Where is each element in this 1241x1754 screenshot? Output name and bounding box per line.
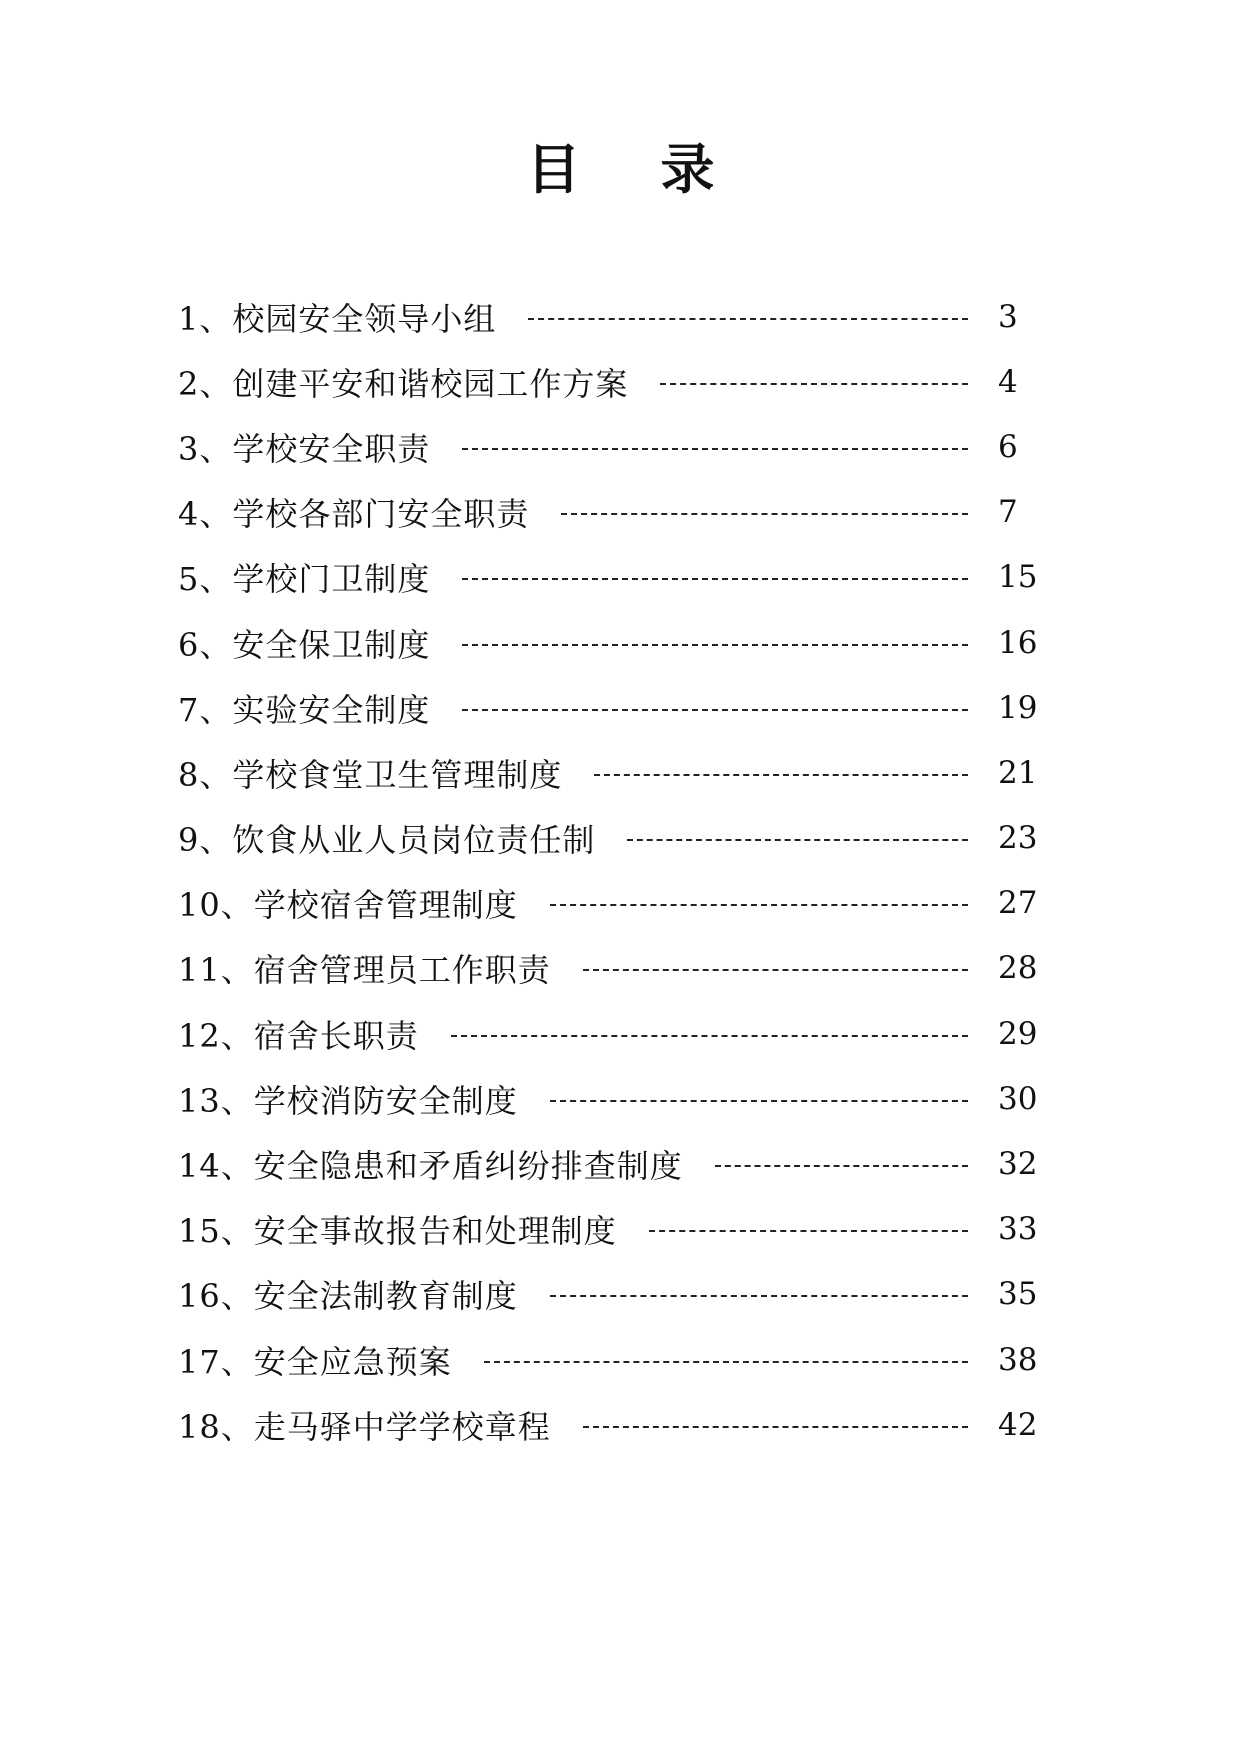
toc-dotted-leader xyxy=(550,1100,968,1102)
toc-entry[interactable] xyxy=(178,1001,1058,1066)
toc-entry-label: 6、安全保卫制度 xyxy=(178,625,431,664)
toc-entry[interactable] xyxy=(178,936,1058,1001)
toc-entry[interactable] xyxy=(178,1262,1058,1327)
toc-entry[interactable] xyxy=(178,349,1058,414)
toc-page-number: 7 xyxy=(998,494,1018,531)
toc-entry-label: 1、校园安全领导小组 xyxy=(178,299,497,338)
toc-page-number: 38 xyxy=(998,1341,1038,1378)
toc-entry[interactable] xyxy=(178,284,1058,349)
toc-page-number: 27 xyxy=(998,885,1038,922)
toc-page-number: 32 xyxy=(998,1146,1038,1183)
toc-entry[interactable] xyxy=(178,1131,1058,1196)
toc-entry-label: 9、饮食从业人员岗位责任制 xyxy=(178,821,596,860)
toc-dotted-leader xyxy=(627,839,968,841)
toc-dotted-leader xyxy=(583,1426,968,1428)
toc-page-number: 4 xyxy=(998,363,1018,400)
page-title: 目录 xyxy=(526,138,795,201)
toc-dotted-leader xyxy=(451,1035,968,1037)
toc-entry[interactable] xyxy=(178,740,1058,805)
toc-entry[interactable] xyxy=(178,806,1058,871)
toc-entry[interactable] xyxy=(178,871,1058,936)
toc-dotted-leader xyxy=(561,513,968,515)
toc-entry[interactable] xyxy=(178,1066,1058,1131)
toc-page-number: 3 xyxy=(998,298,1018,335)
toc-page-number: 16 xyxy=(998,624,1038,661)
toc-entry-label: 16、安全法制教育制度 xyxy=(178,1277,518,1316)
toc-entry-label: 13、学校消防安全制度 xyxy=(178,1081,518,1120)
toc-entry[interactable] xyxy=(178,1392,1058,1457)
toc-page-number: 19 xyxy=(998,689,1038,726)
toc-page-number: 6 xyxy=(998,428,1018,465)
toc-page-number: 28 xyxy=(998,950,1038,987)
toc-entry-label: 5、学校门卫制度 xyxy=(178,560,431,599)
toc-page-number: 29 xyxy=(998,1015,1038,1052)
toc-page-number: 23 xyxy=(998,820,1038,857)
toc-dotted-leader xyxy=(462,644,968,646)
toc-dotted-leader xyxy=(462,578,968,580)
toc-entry-label: 7、实验安全制度 xyxy=(178,690,431,729)
toc-dotted-leader xyxy=(484,1361,968,1363)
toc-page-number: 21 xyxy=(998,754,1038,791)
toc-dotted-leader xyxy=(660,383,968,385)
toc-entry-label: 3、学校安全职责 xyxy=(178,429,431,468)
toc-dotted-leader xyxy=(594,774,968,776)
toc-page-number: 33 xyxy=(998,1211,1038,1248)
toc-entry[interactable] xyxy=(178,610,1058,675)
toc-dotted-leader xyxy=(550,904,968,906)
toc-entry[interactable] xyxy=(178,480,1058,545)
toc-entry-label: 14、安全隐患和矛盾纠纷排查制度 xyxy=(178,1147,683,1186)
toc-entry[interactable] xyxy=(178,545,1058,610)
table-of-contents xyxy=(178,284,1058,1457)
toc-dotted-leader xyxy=(528,318,968,320)
toc-page-number: 35 xyxy=(998,1276,1038,1313)
toc-page-number: 42 xyxy=(998,1406,1038,1443)
toc-page-number: 15 xyxy=(998,559,1038,596)
toc-entry[interactable] xyxy=(178,414,1058,479)
toc-entry-label: 4、学校各部门安全职责 xyxy=(178,495,530,534)
toc-dotted-leader xyxy=(550,1295,968,1297)
toc-entry-label: 12、宿舍长职责 xyxy=(178,1016,419,1055)
toc-dotted-leader xyxy=(462,448,968,450)
toc-entry-label: 18、走马驿中学学校章程 xyxy=(178,1407,551,1446)
toc-entry-label: 15、安全事故报告和处理制度 xyxy=(178,1212,617,1251)
toc-page-number: 30 xyxy=(998,1080,1038,1117)
toc-dotted-leader xyxy=(715,1165,968,1167)
toc-entry-label: 11、宿舍管理员工作职责 xyxy=(178,951,551,990)
toc-dotted-leader xyxy=(462,709,968,711)
toc-entry[interactable] xyxy=(178,1327,1058,1392)
toc-entry-label: 17、安全应急预案 xyxy=(178,1342,452,1381)
toc-dotted-leader xyxy=(583,969,968,971)
toc-entry[interactable] xyxy=(178,1197,1058,1262)
toc-entry-label: 8、学校食堂卫生管理制度 xyxy=(178,755,563,794)
toc-entry-label: 10、学校宿舍管理制度 xyxy=(178,886,518,925)
toc-dotted-leader xyxy=(649,1230,968,1232)
toc-entry[interactable] xyxy=(178,675,1058,740)
toc-entry-label: 2、创建平安和谐校园工作方案 xyxy=(178,364,629,403)
